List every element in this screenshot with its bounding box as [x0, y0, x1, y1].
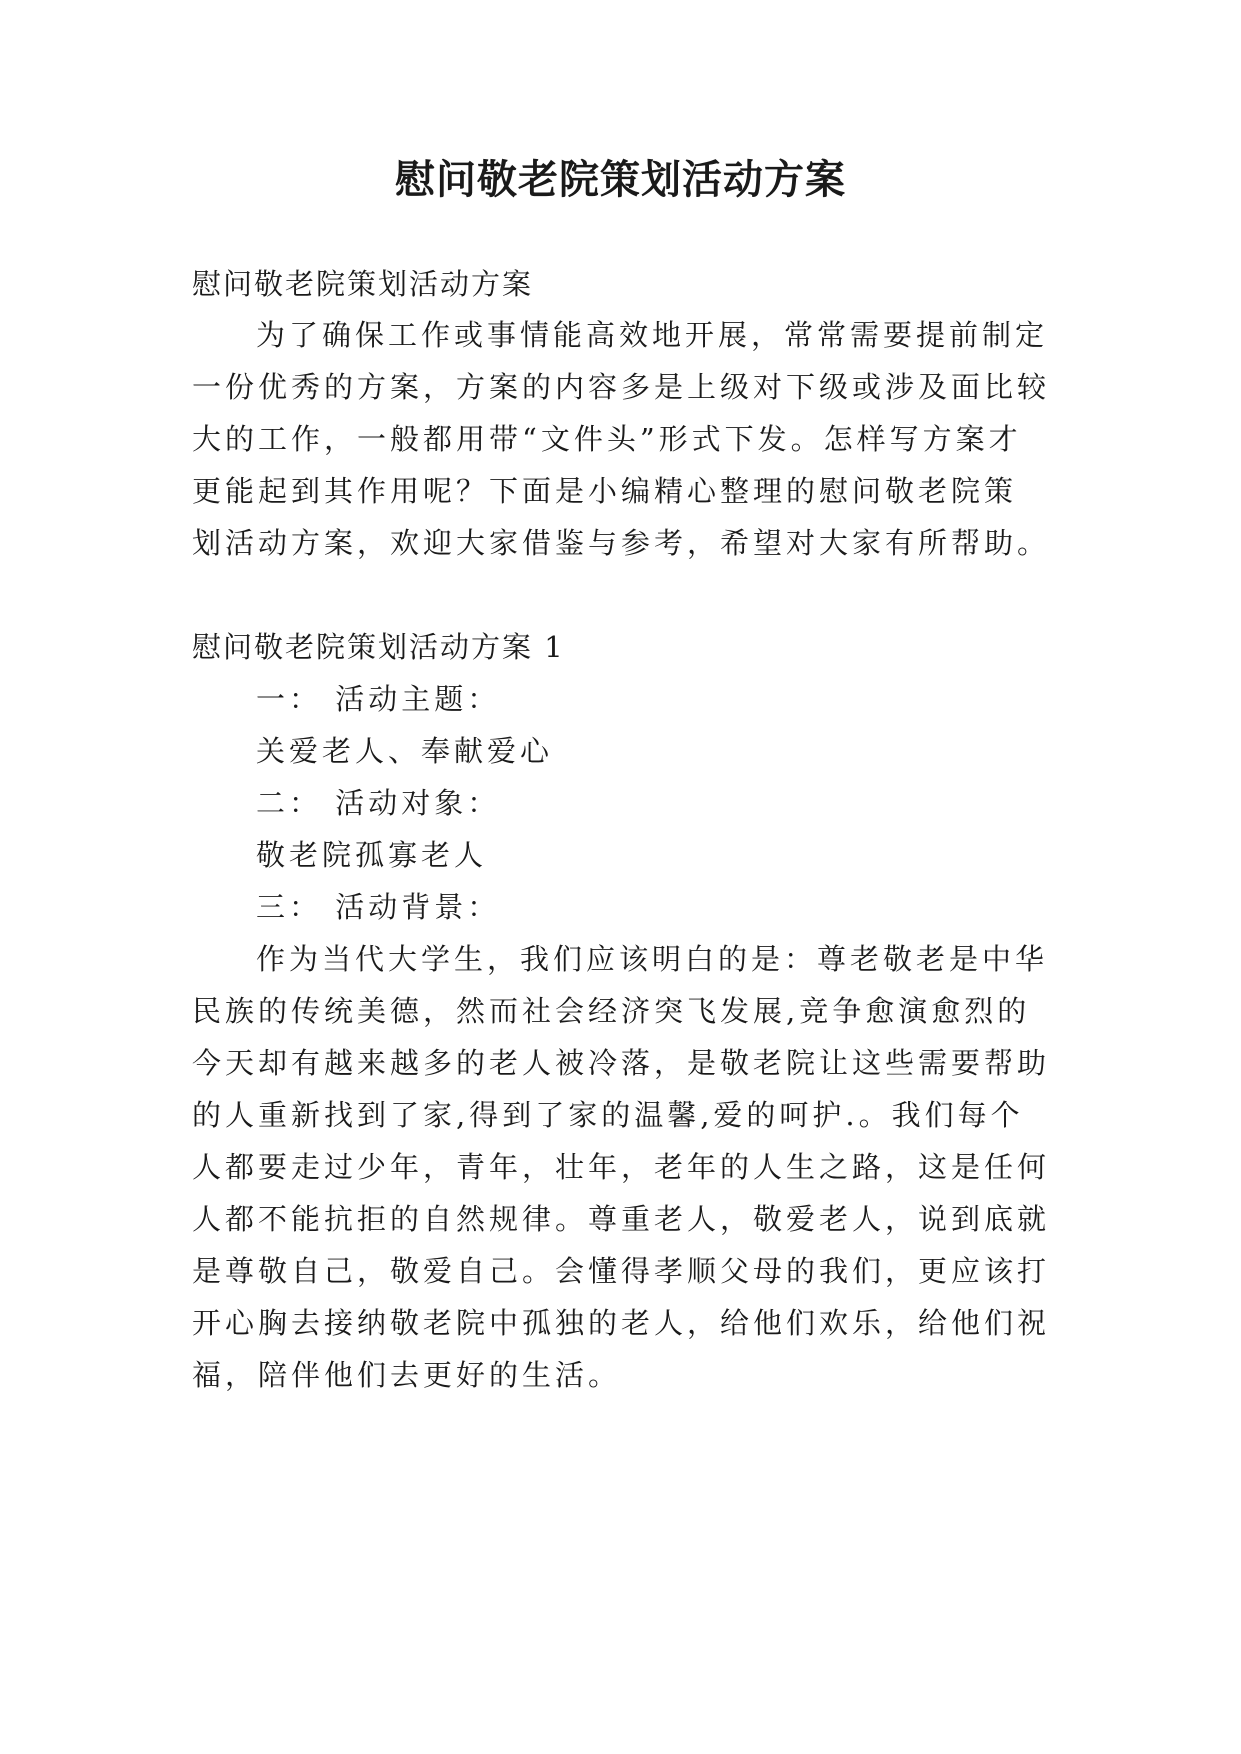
section-heading: 慰问敬老院策划活动方案 1	[192, 630, 565, 664]
background-line-5: 人都要走过少年，青年，壮年，老年的人生之路，这是任何	[192, 1150, 1051, 1184]
background-line-7: 是尊敬自己，敬爱自己。会懂得孝顺父母的我们，更应该打	[192, 1254, 1051, 1288]
background-line-6: 人都不能抗拒的自然规律。尊重老人，敬爱老人，说到底就	[192, 1202, 1051, 1236]
background-line-4: 的人重新找到了家,得到了家的温馨,爱的呵护.。我们每个	[192, 1098, 1024, 1132]
item-label-background: 三： 活动背景：	[256, 890, 501, 924]
item-value-theme: 关爱老人、奉献爱心	[256, 734, 554, 768]
background-line-1: 作为当代大学生，我们应该明白的是：尊老敬老是中华	[256, 942, 1049, 976]
intro-line-3: 大的工作，一般都用带“文件头”形式下发。怎样写方案才	[192, 422, 1022, 456]
intro-line-1: 为了确保工作或事情能高效地开展，常常需要提前制定	[256, 318, 1049, 352]
document-subtitle: 慰问敬老院策划活动方案	[192, 267, 534, 301]
intro-line-2: 一份优秀的方案，方案的内容多是上级对下级或涉及面比较	[192, 370, 1051, 404]
item-label-theme: 一： 活动主题：	[256, 682, 501, 716]
background-line-2: 民族的传统美德，然而社会经济突飞发展,竞争愈演愈烈的	[192, 994, 1031, 1028]
item-value-audience: 敬老院孤寡老人	[256, 838, 488, 872]
item-label-audience: 二： 活动对象：	[256, 786, 501, 820]
intro-line-5: 划活动方案，欢迎大家借鉴与参考，希望对大家有所帮助。	[192, 526, 1051, 560]
background-line-3: 今天却有越来越多的老人被冷落，是敬老院让这些需要帮助	[192, 1046, 1051, 1080]
document-title: 慰问敬老院策划活动方案	[395, 156, 846, 203]
intro-line-4: 更能起到其作用呢？下面是小编精心整理的慰问敬老院策	[192, 474, 1018, 508]
background-line-9: 福，陪伴他们去更好的生活。	[192, 1358, 622, 1392]
background-line-8: 开心胸去接纳敬老院中孤独的老人，给他们欢乐，给他们祝	[192, 1306, 1051, 1340]
